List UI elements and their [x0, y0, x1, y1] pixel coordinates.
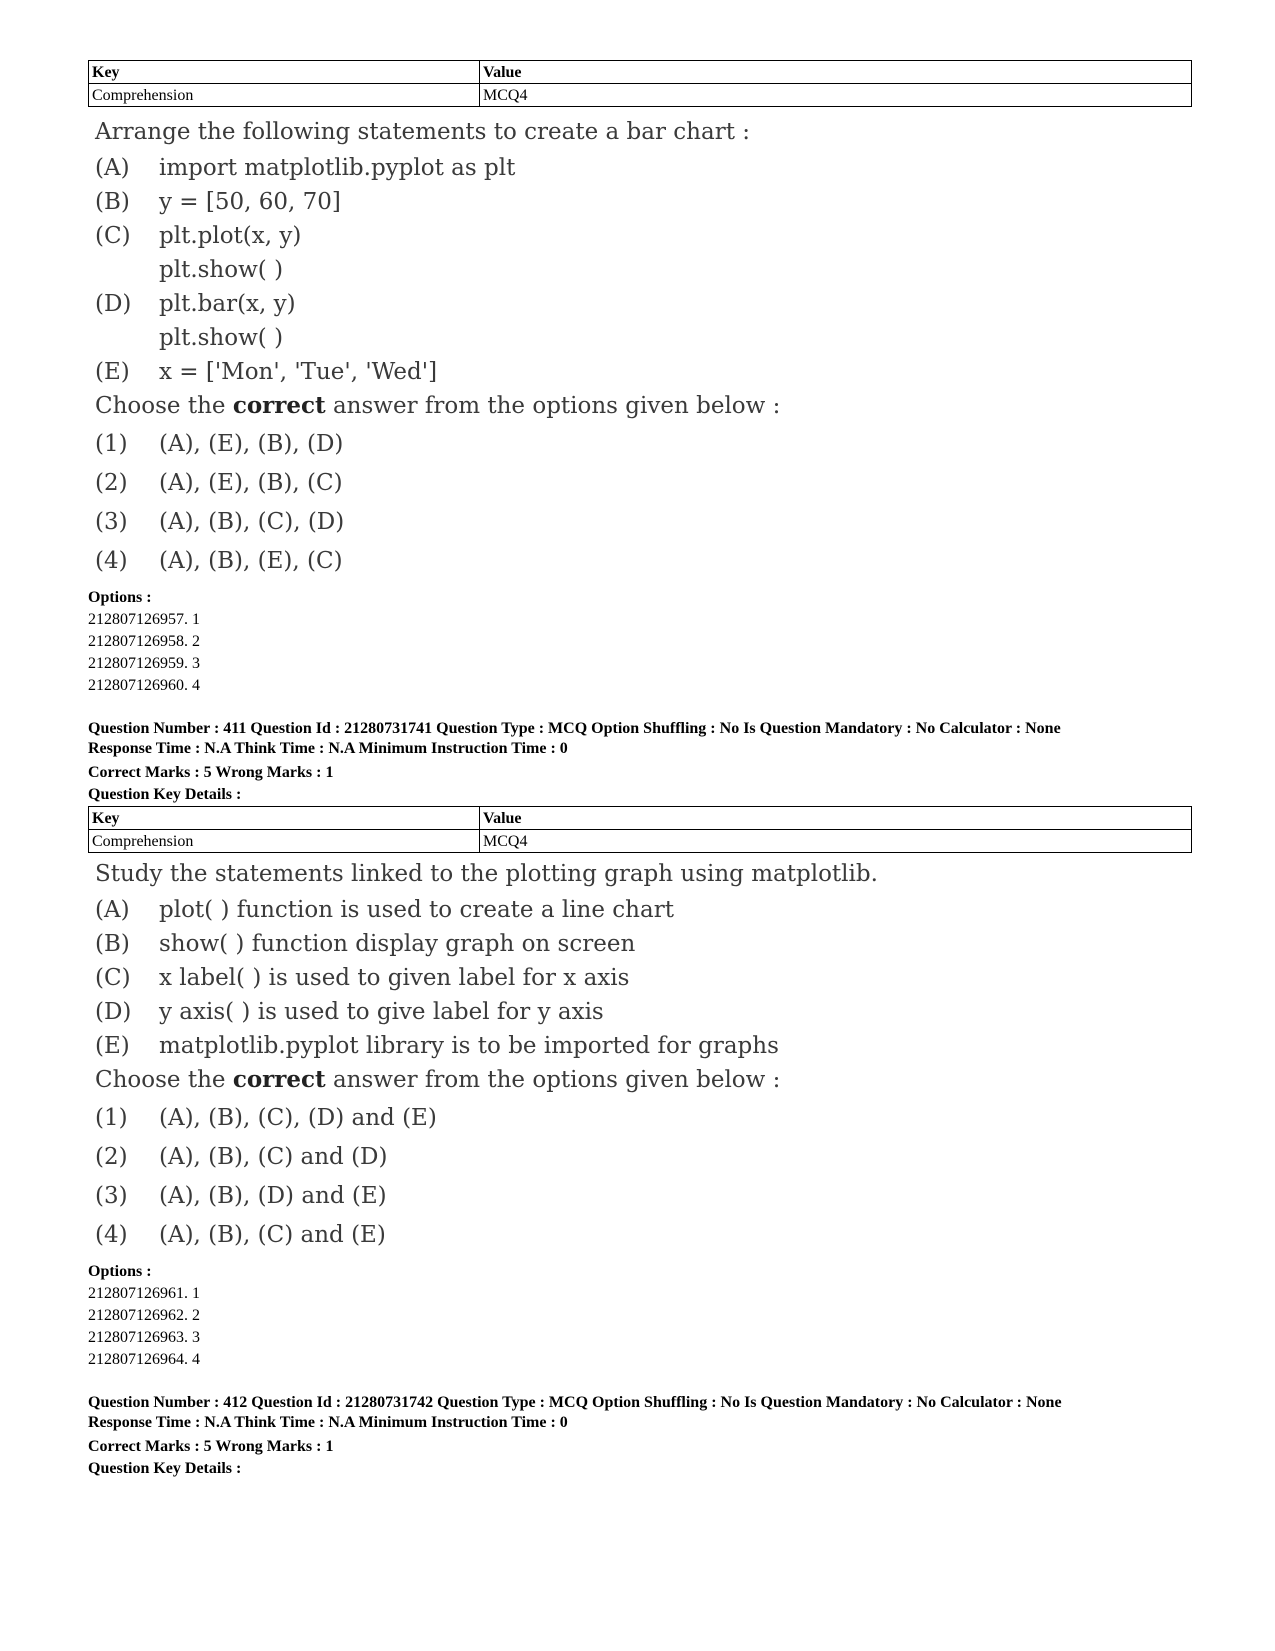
choose-instruction: Choose the correct answer from the options given below :: [95, 1066, 781, 1093]
table-header-value: Value: [480, 61, 1192, 84]
statement-b: (B) y = [50, 60, 70]: [95, 189, 341, 215]
table-row: [89, 830, 1192, 853]
table-row: [89, 84, 1192, 107]
question-stem: Study the statements linked to the plotting graph using matplotlib.: [95, 861, 878, 887]
table-header-row: [89, 807, 1192, 830]
choose-instruction: Choose the correct answer from the options given below :: [95, 392, 781, 419]
statement-a: (A) import matplotlib.pyplot as plt: [95, 155, 516, 181]
table-header-key: Key: [89, 61, 480, 84]
statement-e: (E) x = ['Mon', 'Tue', 'Wed']: [95, 359, 438, 385]
option-item: 212807126961. 1: [88, 1285, 200, 1302]
table-cell-key: Comprehension: [89, 84, 480, 107]
answer-item: (3) (A), (B), (C), (D): [95, 509, 345, 535]
statement-d-line-2: plt.show( ): [159, 325, 284, 351]
statement-d: (D) y axis( ) is used to give label for y axis: [95, 999, 604, 1025]
option-item: 212807126962. 2: [88, 1307, 200, 1324]
answer-item: (1) (A), (B), (C), (D) and (E): [95, 1105, 437, 1131]
table-header-row: [89, 61, 1192, 84]
marks-line: Correct Marks : 5 Wrong Marks : 1: [88, 764, 334, 781]
answer-item: (2) (A), (B), (C) and (D): [95, 1144, 388, 1170]
option-item: 212807126958. 2: [88, 633, 200, 650]
statement-a: (A) plot( ) function is used to create a line chart: [95, 897, 674, 923]
question-image-411: [95, 857, 1192, 1255]
document-page: [88, 60, 1192, 1480]
answer-list: [95, 425, 1192, 581]
question-info-line: Question Number : 411 Question Id : 21280731741 Question Type : MCQ Option Shuffling : No Is Question Mandatory : No Calculator : None: [88, 720, 1061, 737]
option-item: 212807126957. 1: [88, 611, 200, 628]
key-value-table: [88, 806, 1192, 853]
statement-d: (D) plt.bar(x, y): [95, 291, 296, 317]
answer-item: (3) (A), (B), (D) and (E): [95, 1183, 387, 1209]
statement-b: (B) show( ) function display graph on screen: [95, 931, 636, 957]
statement-c: (C) plt.plot(x, y): [95, 223, 302, 249]
key-details-label: Question Key Details :: [88, 786, 242, 803]
key-details-label: Question Key Details :: [88, 1460, 242, 1477]
option-item: 212807126960. 4: [88, 677, 200, 694]
answer-list: [95, 1099, 1192, 1255]
answer-item: (4) (A), (B), (C) and (E): [95, 1222, 386, 1248]
answer-item: (1) (A), (E), (B), (D): [95, 431, 344, 457]
table-header-value: Value: [480, 807, 1192, 830]
statement-c: (C) x label( ) is used to given label for x axis: [95, 965, 630, 991]
option-item: 212807126964. 4: [88, 1351, 200, 1368]
options-block-410: [88, 587, 1192, 697]
table-cell-value: MCQ4: [480, 84, 1192, 107]
question-image-410: [95, 115, 1192, 581]
question-stem: Arrange the following statements to create a bar chart :: [95, 119, 750, 145]
response-time-line: Response Time : N.A Think Time : N.A Minimum Instruction Time : 0: [88, 1414, 568, 1431]
key-value-table: [88, 60, 1192, 107]
answer-item: (2) (A), (E), (B), (C): [95, 470, 343, 496]
table-cell-key: Comprehension: [89, 830, 480, 853]
option-item: 212807126959. 3: [88, 655, 200, 672]
question-info-line: Question Number : 412 Question Id : 21280731742 Question Type : MCQ Option Shuffling : No Is Question Mandatory : No Calculator : None: [88, 1394, 1062, 1411]
options-label: Options :: [88, 589, 152, 606]
question-meta-412: [88, 1393, 1192, 1480]
statement-e: (E) matplotlib.pyplot library is to be imported for graphs: [95, 1033, 779, 1059]
table-header-key: Key: [89, 807, 480, 830]
options-block-411: [88, 1261, 1192, 1371]
answer-item: (4) (A), (B), (E), (C): [95, 548, 343, 574]
options-label: Options :: [88, 1263, 152, 1280]
option-item: 212807126963. 3: [88, 1329, 200, 1346]
response-time-line: Response Time : N.A Think Time : N.A Minimum Instruction Time : 0: [88, 740, 568, 757]
marks-line: Correct Marks : 5 Wrong Marks : 1: [88, 1438, 334, 1455]
table-cell-value: MCQ4: [480, 830, 1192, 853]
statement-c-line-2: plt.show( ): [159, 257, 284, 283]
question-meta-411: [88, 719, 1192, 806]
